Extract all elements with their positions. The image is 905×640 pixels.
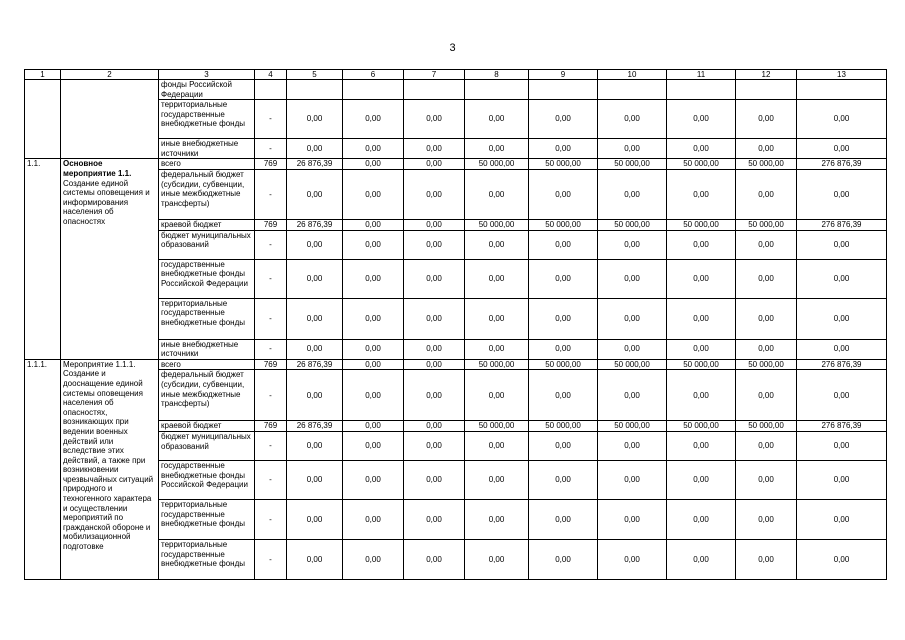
value-cell (255, 80, 287, 100)
value-cell: 0,00 (736, 370, 797, 421)
activity-description: Мероприятие 1.1.1. Создание и дооснащение единой системы оповещения населения об опасностях, возникающих при ведении военных действий или вследствие этих действий, а также при возникновении чрезвычайных ситуаций природного и техногенного характера и осуществлении мероприятий по гражданской обороне и мобилизационной подготовке (63, 359, 154, 552)
value-cell: 50 000,00 (736, 219, 797, 230)
value-cell: - (255, 230, 287, 259)
funding-source: федеральный бюджет (субсидии, субвенции, иные межбюджетные трансферты) (159, 370, 255, 421)
funding-source: иные внебюджетные источники (159, 339, 255, 359)
value-cell: 276 876,39 (797, 359, 887, 370)
value-cell: 769 (255, 159, 287, 170)
value-cell: 0,00 (598, 169, 667, 219)
value-cell: 0,00 (797, 139, 887, 159)
value-cell (529, 80, 598, 100)
funding-source: территориальные государственные внебюджетные фонды (159, 298, 255, 339)
value-cell: 0,00 (736, 169, 797, 219)
value-cell: 50 000,00 (598, 359, 667, 370)
value-cell: - (255, 539, 287, 579)
table-row (25, 80, 887, 100)
value-cell: 0,00 (529, 460, 598, 499)
value-cell: 0,00 (287, 169, 343, 219)
value-cell: 0,00 (667, 298, 736, 339)
value-cell: 0,00 (667, 499, 736, 539)
value-cell: 0,00 (343, 219, 404, 230)
funding-source: территориальные государственные внебюджетные фонды (159, 539, 255, 579)
funding-source: бюджет муниципальных образований (159, 431, 255, 460)
value-cell: 0,00 (667, 431, 736, 460)
funding-source: краевой бюджет (159, 219, 255, 230)
value-cell: 0,00 (465, 100, 529, 139)
value-cell: 26 876,39 (287, 219, 343, 230)
value-cell: 0,00 (598, 100, 667, 139)
value-cell: 0,00 (343, 539, 404, 579)
funding-source: федеральный бюджет (субсидии, субвенции, иные межбюджетные трансферты) (159, 169, 255, 219)
value-cell: 0,00 (667, 539, 736, 579)
value-cell: 0,00 (667, 230, 736, 259)
value-cell: 50 000,00 (529, 219, 598, 230)
value-cell: 0,00 (343, 230, 404, 259)
value-cell: 0,00 (529, 139, 598, 159)
value-cell: 0,00 (287, 499, 343, 539)
row-code: 1.1. (25, 159, 61, 359)
value-cell: 0,00 (736, 230, 797, 259)
value-cell: 0,00 (404, 421, 465, 432)
value-cell: 0,00 (797, 499, 887, 539)
value-cell: 0,00 (343, 431, 404, 460)
value-cell: - (255, 431, 287, 460)
value-cell: 0,00 (529, 539, 598, 579)
value-cell: 0,00 (465, 298, 529, 339)
value-cell: - (255, 499, 287, 539)
value-cell: 0,00 (797, 370, 887, 421)
value-cell: 0,00 (343, 298, 404, 339)
value-cell: - (255, 370, 287, 421)
value-cell: 0,00 (404, 298, 465, 339)
table-row (25, 159, 887, 170)
column-header: 13 (797, 70, 887, 80)
value-cell (287, 80, 343, 100)
value-cell: 0,00 (667, 370, 736, 421)
value-cell: 0,00 (598, 499, 667, 539)
column-header: 10 (598, 70, 667, 80)
value-cell: 0,00 (598, 431, 667, 460)
value-cell: 50 000,00 (736, 159, 797, 170)
value-cell: 0,00 (343, 169, 404, 219)
value-cell: 0,00 (797, 230, 887, 259)
value-cell: 50 000,00 (598, 421, 667, 432)
value-cell: 0,00 (797, 169, 887, 219)
value-cell: 0,00 (343, 460, 404, 499)
value-cell: 0,00 (667, 259, 736, 298)
value-cell: 0,00 (343, 370, 404, 421)
value-cell: 0,00 (465, 169, 529, 219)
budget-table (24, 69, 887, 580)
value-cell: 0,00 (343, 339, 404, 359)
value-cell: 0,00 (736, 259, 797, 298)
value-cell: - (255, 339, 287, 359)
page-number: 3 (449, 42, 456, 54)
value-cell: 50 000,00 (465, 159, 529, 170)
value-cell: 50 000,00 (465, 421, 529, 432)
value-cell: 0,00 (404, 539, 465, 579)
value-cell: 0,00 (287, 298, 343, 339)
value-cell: 0,00 (343, 421, 404, 432)
value-cell: 0,00 (598, 139, 667, 159)
value-cell: 0,00 (529, 100, 598, 139)
value-cell: 0,00 (529, 169, 598, 219)
value-cell: 0,00 (343, 100, 404, 139)
column-header: 1 (25, 70, 61, 80)
value-cell: 0,00 (529, 339, 598, 359)
column-header: 5 (287, 70, 343, 80)
value-cell: 50 000,00 (598, 219, 667, 230)
funding-source: всего (159, 359, 255, 370)
value-cell: 50 000,00 (465, 219, 529, 230)
value-cell: 0,00 (287, 100, 343, 139)
value-cell: 0,00 (404, 100, 465, 139)
column-header: 7 (404, 70, 465, 80)
value-cell: 50 000,00 (529, 159, 598, 170)
value-cell: - (255, 100, 287, 139)
value-cell (343, 80, 404, 100)
value-cell: 0,00 (404, 259, 465, 298)
value-cell: 0,00 (529, 230, 598, 259)
value-cell (465, 80, 529, 100)
table-body (25, 80, 887, 580)
value-cell: 0,00 (343, 159, 404, 170)
value-cell: 0,00 (404, 219, 465, 230)
value-cell: 0,00 (404, 460, 465, 499)
value-cell: 0,00 (797, 298, 887, 339)
value-cell: 0,00 (797, 539, 887, 579)
value-cell: 0,00 (404, 139, 465, 159)
funding-source: государственные внебюджетные фонды Российской Федерации (159, 460, 255, 499)
value-cell (404, 80, 465, 100)
value-cell: 50 000,00 (667, 159, 736, 170)
column-header: 4 (255, 70, 287, 80)
funding-source: всего (159, 159, 255, 170)
value-cell: 0,00 (465, 339, 529, 359)
value-cell: 769 (255, 421, 287, 432)
value-cell: 50 000,00 (667, 219, 736, 230)
value-cell: 0,00 (667, 139, 736, 159)
value-cell: 0,00 (598, 298, 667, 339)
value-cell: - (255, 169, 287, 219)
value-cell: - (255, 298, 287, 339)
value-cell: 0,00 (287, 339, 343, 359)
value-cell: 0,00 (529, 259, 598, 298)
value-cell: 0,00 (736, 499, 797, 539)
funding-source: бюджет муниципальных образований (159, 230, 255, 259)
value-cell: 0,00 (287, 460, 343, 499)
value-cell: 26 876,39 (287, 159, 343, 170)
value-cell: 276 876,39 (797, 421, 887, 432)
value-cell: 0,00 (404, 230, 465, 259)
value-cell: 0,00 (529, 431, 598, 460)
value-cell: 50 000,00 (465, 359, 529, 370)
value-cell: 0,00 (529, 298, 598, 339)
value-cell: 26 876,39 (287, 421, 343, 432)
value-cell: 0,00 (736, 100, 797, 139)
value-cell: 0,00 (736, 539, 797, 579)
header-row (25, 70, 887, 80)
value-cell: 0,00 (404, 499, 465, 539)
table-row (25, 359, 887, 370)
value-cell: 0,00 (465, 370, 529, 421)
row-code: 1.1.1. (25, 359, 61, 579)
value-cell: 50 000,00 (598, 159, 667, 170)
value-cell: - (255, 139, 287, 159)
value-cell: 276 876,39 (797, 159, 887, 170)
value-cell (598, 80, 667, 100)
value-cell: 0,00 (736, 431, 797, 460)
value-cell: 0,00 (667, 100, 736, 139)
value-cell: 26 876,39 (287, 359, 343, 370)
value-cell: 0,00 (465, 139, 529, 159)
value-cell: 0,00 (404, 359, 465, 370)
value-cell: 0,00 (598, 370, 667, 421)
funding-source: иные внебюджетные источники (159, 139, 255, 159)
value-cell: 276 876,39 (797, 219, 887, 230)
value-cell: 0,00 (667, 339, 736, 359)
value-cell: 0,00 (736, 298, 797, 339)
value-cell: 0,00 (287, 431, 343, 460)
value-cell: 0,00 (404, 339, 465, 359)
value-cell: 0,00 (404, 431, 465, 460)
value-cell: 0,00 (529, 499, 598, 539)
value-cell: 0,00 (465, 431, 529, 460)
value-cell: 0,00 (343, 359, 404, 370)
column-header: 12 (736, 70, 797, 80)
value-cell: 0,00 (598, 230, 667, 259)
value-cell: 0,00 (287, 370, 343, 421)
value-cell: 50 000,00 (529, 421, 598, 432)
value-cell: 0,00 (343, 139, 404, 159)
value-cell: 0,00 (598, 460, 667, 499)
activity-name (61, 359, 159, 579)
value-cell: 50 000,00 (529, 359, 598, 370)
value-cell: 0,00 (465, 230, 529, 259)
value-cell: 0,00 (404, 370, 465, 421)
column-header: 6 (343, 70, 404, 80)
value-cell: - (255, 460, 287, 499)
column-header: 3 (159, 70, 255, 80)
value-cell: 0,00 (287, 259, 343, 298)
column-header: 11 (667, 70, 736, 80)
row-code (25, 80, 61, 159)
value-cell: 0,00 (287, 230, 343, 259)
value-cell (736, 80, 797, 100)
value-cell: 50 000,00 (736, 421, 797, 432)
activity-title: Основное мероприятие 1.1. (63, 159, 132, 178)
value-cell: 0,00 (404, 159, 465, 170)
value-cell: 0,00 (797, 259, 887, 298)
value-cell: 0,00 (736, 339, 797, 359)
funding-source: государственные внебюджетные фонды Российской Федерации (159, 259, 255, 298)
value-cell: 0,00 (797, 460, 887, 499)
value-cell: - (255, 259, 287, 298)
value-cell: 769 (255, 219, 287, 230)
value-cell: 0,00 (465, 499, 529, 539)
value-cell: 0,00 (287, 539, 343, 579)
value-cell: 0,00 (598, 339, 667, 359)
value-cell: 0,00 (529, 370, 598, 421)
value-cell: 0,00 (797, 339, 887, 359)
column-header: 9 (529, 70, 598, 80)
value-cell: 0,00 (343, 499, 404, 539)
value-cell: 50 000,00 (667, 359, 736, 370)
value-cell: 0,00 (598, 539, 667, 579)
funding-source: территориальные государственные внебюджетные фонды (159, 100, 255, 139)
activity-name (61, 80, 159, 159)
value-cell: 0,00 (667, 169, 736, 219)
value-cell: 0,00 (797, 431, 887, 460)
value-cell: 0,00 (736, 139, 797, 159)
value-cell: 769 (255, 359, 287, 370)
value-cell: 0,00 (736, 460, 797, 499)
value-cell: 50 000,00 (736, 359, 797, 370)
value-cell (797, 80, 887, 100)
value-cell: 0,00 (598, 259, 667, 298)
activity-name (61, 159, 159, 359)
funding-source: территориальные государственные внебюджетные фонды (159, 499, 255, 539)
value-cell: 0,00 (465, 460, 529, 499)
funding-source: фонды Российской Федерации (159, 80, 255, 100)
value-cell: 0,00 (465, 539, 529, 579)
column-header: 8 (465, 70, 529, 80)
funding-source: краевой бюджет (159, 421, 255, 432)
value-cell: 0,00 (287, 139, 343, 159)
activity-description: Создание единой системы оповещения и информирования населения об опасностях (63, 178, 150, 226)
value-cell: 0,00 (465, 259, 529, 298)
value-cell: 0,00 (404, 169, 465, 219)
value-cell: 0,00 (667, 460, 736, 499)
value-cell (667, 80, 736, 100)
column-header: 2 (61, 70, 159, 80)
value-cell: 0,00 (797, 100, 887, 139)
value-cell: 50 000,00 (667, 421, 736, 432)
value-cell: 0,00 (343, 259, 404, 298)
